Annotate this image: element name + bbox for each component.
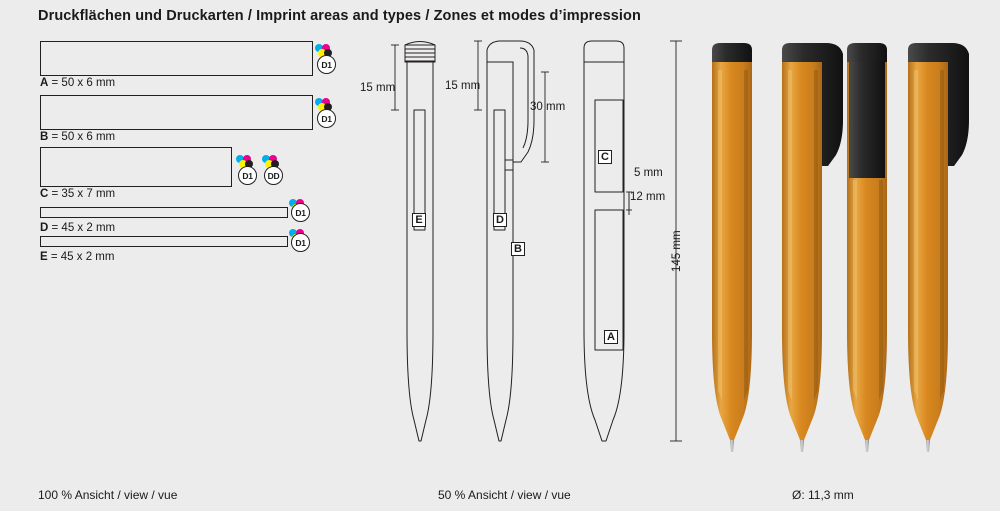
- pen-area-letter-b: B: [511, 242, 525, 256]
- pen-render-1: [712, 43, 752, 452]
- footer-scale-left: 100 % Ansicht / view / vue: [38, 488, 178, 502]
- imprint-area-label-b: B = 50 x 6 mm: [40, 131, 116, 143]
- dimension-total-length: 145 mm: [671, 230, 683, 272]
- dimension-clip-left: 15 mm: [360, 82, 396, 94]
- pen-area-letter-d: D: [493, 213, 507, 227]
- badge-d1-d[interactable]: D1: [291, 203, 310, 222]
- imprint-area-label-e: E = 45 x 2 mm: [40, 251, 115, 263]
- dimension-area-c-height: 5 mm: [634, 167, 663, 179]
- page-title: Druckflächen und Druckarten / Imprint areas and types / Zones et modes d’impression: [38, 8, 641, 24]
- badge-d1-c[interactable]: D1: [238, 166, 257, 185]
- imprint-area-label-c: C = 35 x 7 mm: [40, 188, 116, 200]
- dimension-area-gap: 12 mm: [630, 191, 666, 203]
- pen-render-3: [847, 43, 887, 452]
- badge-d1-b[interactable]: D1: [317, 109, 336, 128]
- imprint-area-label-a: A = 50 x 6 mm: [40, 77, 116, 89]
- badge-d1-a[interactable]: D1: [317, 55, 336, 74]
- badge-d1-e[interactable]: D1: [291, 233, 310, 252]
- footer-scale-center: 50 % Ansicht / view / vue: [438, 488, 571, 502]
- pen-render-2: [782, 43, 843, 452]
- pen-render-4: [908, 43, 969, 452]
- dimension-clip-right: 15 mm: [445, 80, 481, 92]
- pen-area-letter-a: A: [604, 330, 618, 344]
- footer-diameter: Ø: 11,3 mm: [792, 488, 854, 502]
- pen-area-letter-c: C: [598, 150, 612, 164]
- badge-dd-c[interactable]: DD: [264, 166, 283, 185]
- dimension-clip-length: 30 mm: [530, 101, 566, 113]
- imprint-area-label-d: D = 45 x 2 mm: [40, 222, 116, 234]
- pen-area-letter-e: E: [412, 213, 426, 227]
